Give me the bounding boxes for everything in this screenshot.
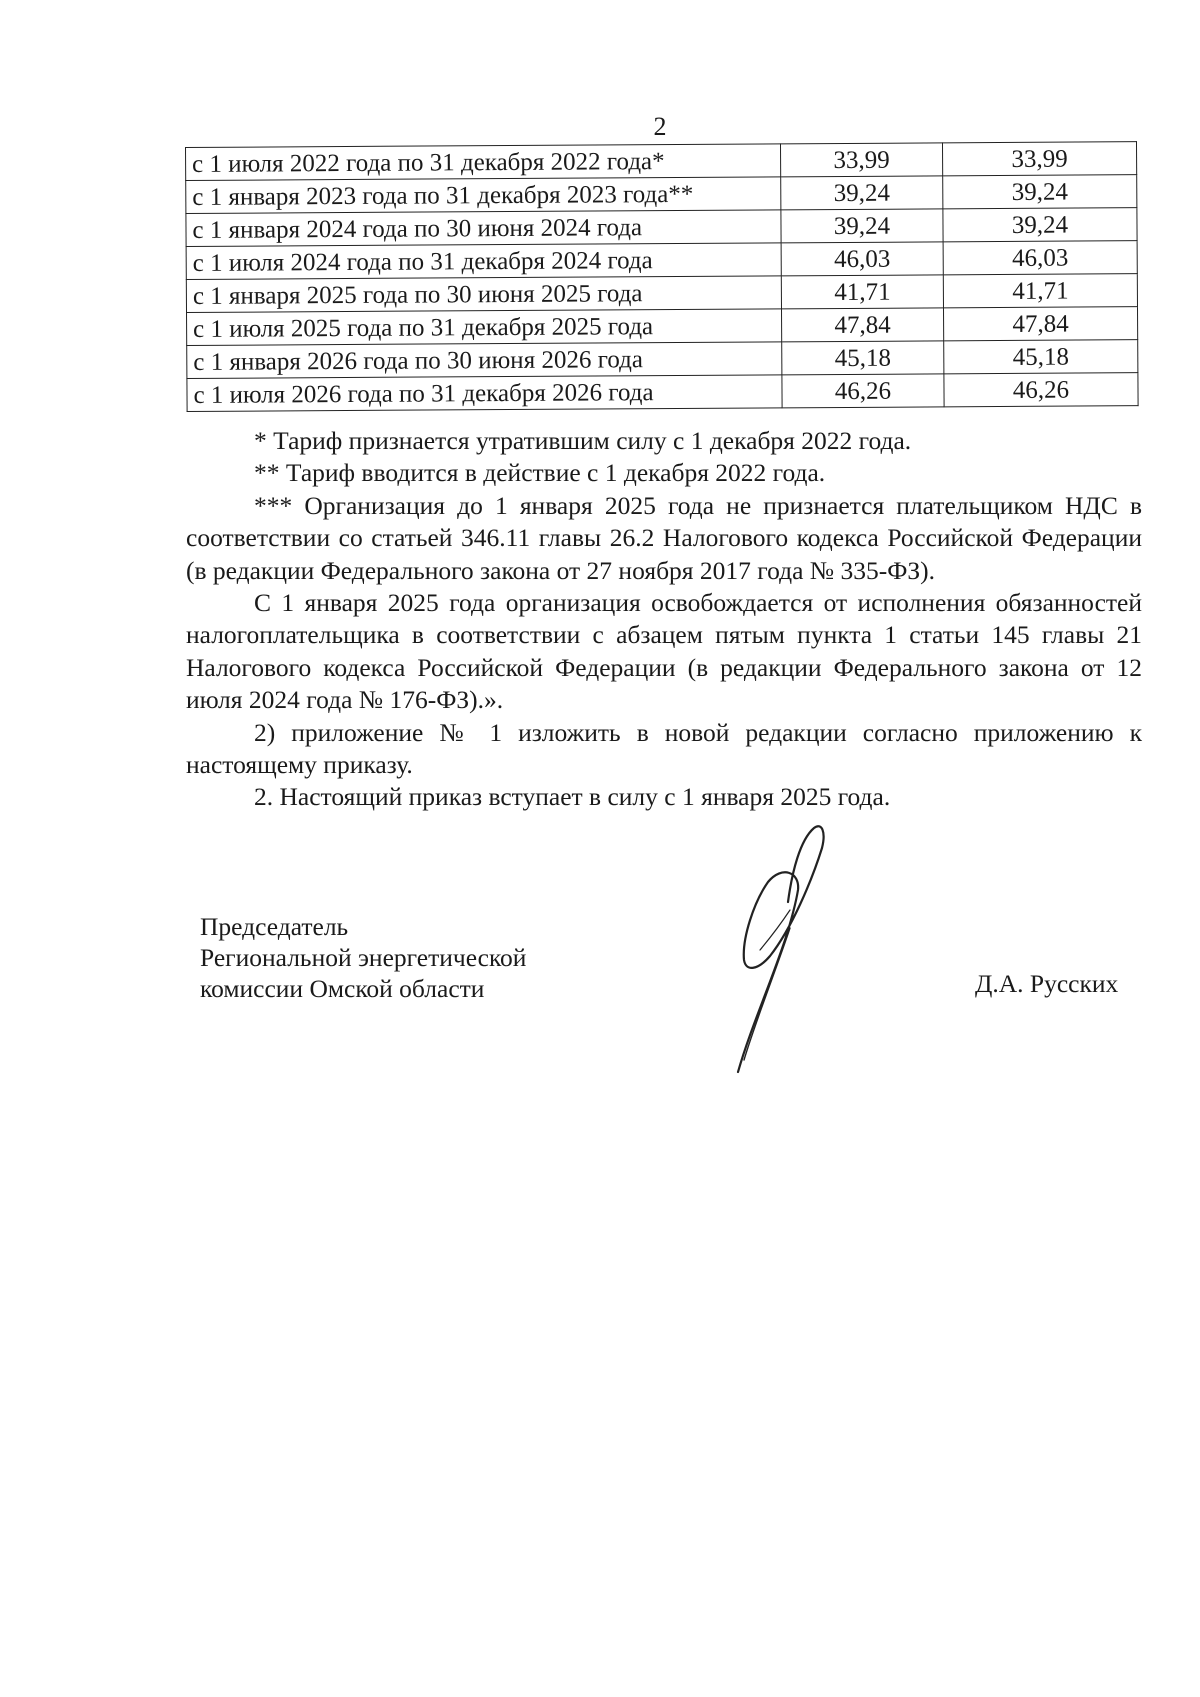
footnote-1: * Тариф признается утратившим силу с 1 декабря 2022 года. xyxy=(254,426,912,455)
signer-title-line: Председатель xyxy=(200,912,349,941)
value-cell: 45,18 xyxy=(944,340,1138,374)
page-number: 2 xyxy=(653,112,667,141)
footnote-vat-exemption: С 1 января 2025 года организация освобождается от исполнения обязанностей налогоплательщика в соответствии с абзацем пятым пункта 1 статьи 145 главы 21 Налогового кодекса Российской Федерации (в редакции Федерального закона от 12 июля 2024 года № 176-ФЗ).». xyxy=(186,588,1142,715)
value-cell: 39,24 xyxy=(943,175,1137,209)
clause-effective-date: 2. Настоящий приказ вступает в силу с 1 января 2025 года. xyxy=(254,782,891,812)
period-cell: с 1 июля 2026 года по 31 декабря 2026 года xyxy=(187,375,782,412)
period-cell: с 1 июля 2022 года по 31 декабря 2022 года* xyxy=(186,144,781,181)
value-cell: 39,24 xyxy=(781,209,943,243)
value-cell: 39,24 xyxy=(781,176,943,210)
footnote-2: ** Тариф вводится в действие с 1 декабря 2022 года. xyxy=(254,458,826,488)
document-body xyxy=(186,425,1142,814)
tariff-table xyxy=(185,141,1139,412)
period-cell: с 1 января 2025 года по 30 июня 2025 года xyxy=(186,276,781,313)
value-cell: 41,71 xyxy=(781,275,943,309)
value-cell: 46,26 xyxy=(944,373,1138,407)
signer-title-line: комиссии Омской области xyxy=(200,974,485,1003)
signer-title xyxy=(200,911,526,1004)
signer-title-line: Региональной энергетической xyxy=(200,943,527,972)
value-cell: 46,26 xyxy=(782,374,944,408)
clause-appendix-1: 2) приложение № 1 изложить в новой редакции согласно приложению к настоящему приказу. xyxy=(186,717,1142,780)
signer-name: Д.А. Русских xyxy=(975,969,1119,998)
footnote-3: *** Организация до 1 января 2025 года не признается плательщиком НДС в соответствии со статьей 346.11 главы 26.2 Налогового кодекса Российской Федерации (в редакции Федерального закона от 27 ноября 2017 года № 335-ФЗ). xyxy=(186,490,1142,585)
period-cell: с 1 июля 2025 года по 31 декабря 2025 года xyxy=(187,309,782,346)
table-row xyxy=(187,373,1138,412)
value-cell: 41,71 xyxy=(943,274,1137,308)
value-cell: 33,99 xyxy=(942,142,1136,176)
value-cell: 45,18 xyxy=(782,341,944,375)
handwritten-signature xyxy=(730,810,860,1080)
period-cell: с 1 января 2024 года по 30 июня 2024 года xyxy=(186,210,781,247)
value-cell: 46,03 xyxy=(781,242,943,276)
value-cell: 33,99 xyxy=(780,143,942,177)
value-cell: 39,24 xyxy=(943,208,1137,242)
period-cell: с 1 января 2026 года по 30 июня 2026 года xyxy=(187,342,782,379)
value-cell: 46,03 xyxy=(943,241,1137,275)
value-cell: 47,84 xyxy=(781,308,943,342)
value-cell: 47,84 xyxy=(943,307,1137,341)
period-cell: с 1 июля 2024 года по 31 декабря 2024 года xyxy=(186,243,781,280)
period-cell: с 1 января 2023 года по 31 декабря 2023 года** xyxy=(186,177,781,214)
